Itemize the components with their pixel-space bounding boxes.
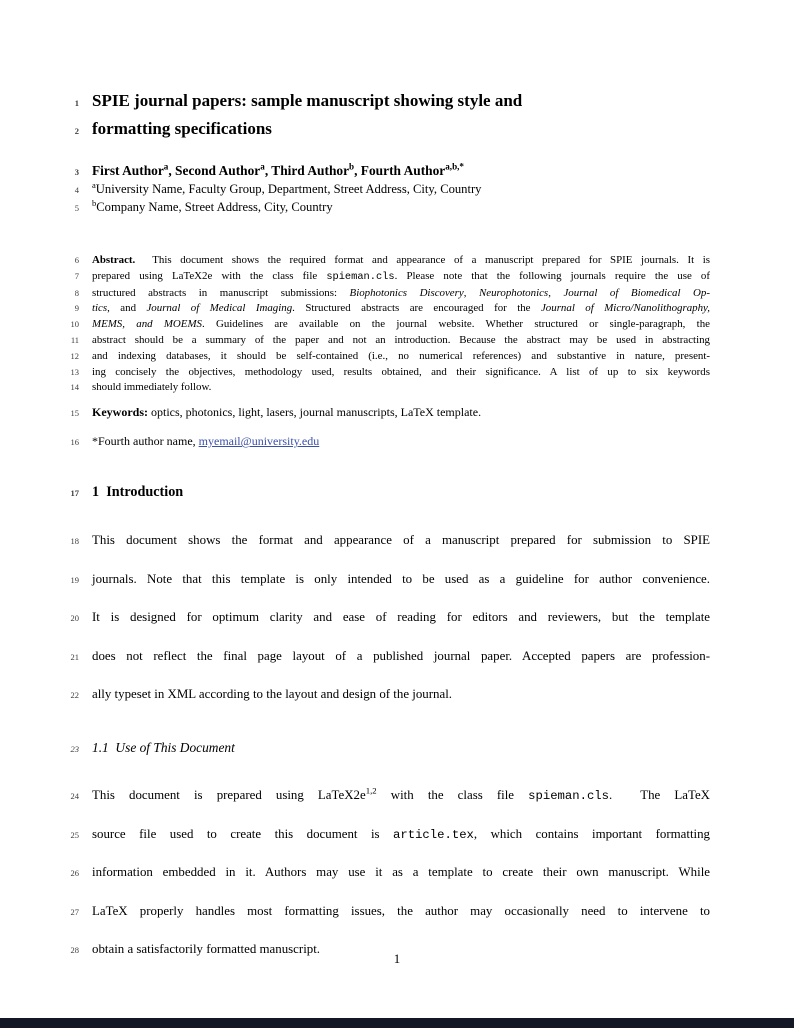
line-number: 3: [74, 167, 79, 177]
body-line: [0, 530, 710, 551]
body-line: [0, 607, 710, 628]
line-text: [92, 901, 710, 921]
keywords-line: [0, 404, 710, 421]
line-number: 16: [70, 437, 79, 448]
text-run: b: [92, 197, 97, 208]
text-run: ally typeset in XML according to the layout and design of the journal.: [92, 687, 453, 702]
text-run: 1,2: [365, 785, 377, 796]
line-text: [92, 684, 710, 704]
text-run: , and: [107, 302, 147, 315]
line-number: 23: [70, 744, 79, 755]
line-number: 21: [70, 651, 79, 662]
line-number: 13: [70, 366, 79, 377]
line-number: 19: [70, 574, 79, 585]
abstract-line: [0, 286, 710, 302]
line-text: [92, 404, 710, 420]
text-run: . Please note that the following journals require the use of: [394, 269, 710, 282]
text-run: Biophotonics Discovery: [349, 286, 464, 299]
line-number: 14: [70, 382, 79, 393]
text-run: It is designed for optimum clarity and ease of reading for editors and reviewers, but the template: [92, 610, 710, 625]
line-number: 27: [70, 906, 79, 917]
abstract-line: [0, 380, 710, 396]
text-run: information embedded in it. Authors may use it as a template to create their own manuscript. While: [92, 865, 710, 880]
abstract-line: [0, 349, 710, 365]
line-number: 28: [70, 945, 79, 956]
text-run: optics, photonics, light, lasers, journal manuscripts, LaTeX template.: [148, 405, 482, 420]
text-run: This document shows the format and appearance of a manuscript prepared for submission to SPIE: [92, 533, 710, 548]
text-run: MEMS, and MOEMS: [92, 318, 202, 331]
line-text: [92, 433, 710, 449]
text-run: source file used to create this document is: [92, 826, 394, 841]
line-text: [92, 607, 710, 627]
body-line: [0, 824, 710, 845]
text-run: This document shows the required format and appearance of a manuscript prepared for SPIE journals. It is: [135, 254, 710, 266]
line-number: 11: [70, 334, 79, 345]
title-line: [0, 116, 710, 144]
line-text: [92, 181, 710, 198]
text-run: structured abstracts in manuscript submissions:: [92, 286, 350, 299]
line-text: [92, 785, 710, 806]
page-number: 1: [393, 952, 401, 966]
body-line: [0, 901, 710, 922]
text-run: LaTeX properly handles most formatting issues, the author may occasionally need to intervene to: [92, 903, 710, 918]
line-text: [92, 824, 710, 845]
text-run: *Fourth author name,: [92, 434, 199, 449]
line-number: 2: [74, 126, 79, 136]
text-run: This document is prepared using LaTeX2e: [92, 788, 366, 803]
text-run: Journal of Biomedical Op-: [563, 286, 710, 299]
abstract-line: [0, 317, 710, 333]
text-run: ,: [463, 286, 479, 299]
body-line: [0, 684, 710, 705]
email-link[interactable]: myemail@university.edu: [198, 434, 320, 449]
line-text: [92, 317, 710, 333]
text-run: and indexing databases, it should be self-contained (i.e., no numerical references) and substantive in nature, present-: [92, 349, 710, 362]
text-run: SPIE journal papers: sample manuscript showing style and: [92, 91, 523, 110]
text-run: abstract should be a summary of the paper and not an introduction. Because the abstract may be used in abstracting: [92, 333, 710, 346]
line-text: [92, 333, 710, 349]
text-run: a: [92, 179, 96, 190]
text-run: spieman.cls: [528, 789, 610, 804]
line-number: 26: [70, 868, 79, 879]
line-text: [92, 365, 710, 381]
text-run: . The LaTeX: [609, 788, 710, 803]
line-text: [92, 862, 710, 882]
title-line: [0, 88, 710, 116]
text-run: ,: [548, 286, 564, 299]
text-run: , Second Author: [168, 163, 261, 178]
line-text: [92, 88, 710, 113]
line-text: [92, 569, 710, 589]
line-number: 10: [70, 319, 79, 330]
line-text: [92, 162, 710, 179]
text-run: prepared using LaTeX2e with the class file: [92, 269, 327, 282]
text-run: obtain a satisfactorily formatted manuscript.: [92, 942, 321, 957]
line-number: 12: [70, 350, 79, 361]
text-run: 1.1 Use of This Document: [92, 740, 235, 756]
text-run: Journal of Medical Imaging: [146, 302, 293, 315]
line-number: 24: [70, 791, 79, 802]
line-number: 5: [74, 203, 79, 213]
line-text: [92, 253, 710, 269]
text-run: Keywords:: [92, 405, 148, 420]
abstract-line: [0, 253, 710, 269]
line-number: 17: [70, 488, 79, 499]
body-line: [0, 862, 710, 883]
abstract-line: [0, 365, 710, 381]
text-run: , Fourth Author: [354, 163, 446, 178]
line-number: 18: [70, 536, 79, 547]
text-run: tics: [92, 302, 108, 315]
line-text: [92, 483, 710, 502]
text-run: . Structured abstracts are encouraged for the: [292, 302, 541, 315]
body-line: [0, 569, 710, 590]
line-text: [92, 269, 710, 286]
text-run: spieman.cls: [326, 270, 395, 283]
text-run: Neurophotonics: [479, 286, 549, 299]
text-run: 1 Introduction: [92, 484, 184, 501]
line-number: 9: [74, 303, 79, 314]
line-text: [92, 116, 710, 141]
body-line: [0, 646, 710, 667]
line-text: [92, 646, 710, 666]
line-text: [92, 738, 710, 757]
line-text: [92, 530, 710, 550]
abstract-line: [0, 333, 710, 349]
line-number: 4: [74, 185, 79, 195]
line-number: 15: [70, 408, 79, 419]
text-run: b: [349, 161, 355, 172]
bottom-bar: [0, 1018, 794, 1028]
text-run: does not reflect the final page layout of a published journal paper. Accepted papers are profession-: [92, 648, 710, 663]
text-run: formatting specifications: [92, 119, 272, 138]
author-line: [0, 162, 710, 181]
text-run: First Author: [92, 163, 164, 178]
line-text: [92, 199, 710, 216]
line-text: [92, 286, 710, 302]
section-line: [0, 483, 710, 503]
affil-line: [0, 181, 710, 199]
text-run: should immediately follow.: [92, 381, 212, 394]
text-run: article.tex: [393, 827, 474, 842]
affil-line: [0, 199, 710, 217]
line-number: 7: [74, 270, 79, 281]
abstract-line: [0, 269, 710, 286]
text-run: Company Name, Street Address, City, Country: [96, 200, 333, 214]
text-run: journals. Note that this template is only intended to be used as a guideline for author convenience.: [92, 571, 710, 586]
line-number: 25: [70, 829, 79, 840]
text-run: . Guidelines are available on the journal website. Whether structured or single-paragraph, the: [201, 318, 710, 331]
text-run: a: [163, 161, 169, 172]
line-text: [92, 349, 710, 365]
text-run: , Third Author: [264, 163, 350, 178]
abstract-line: [0, 301, 710, 317]
text-run: a,b,*: [445, 161, 464, 172]
line-number: 20: [70, 613, 79, 624]
text-run: Journal of Micro/Nanolithography,: [540, 302, 710, 315]
text-run: University Name, Faculty Group, Department, Street Address, City, Country: [95, 182, 482, 196]
line-text: [92, 380, 710, 396]
text-run: ing concisely the objectives, methodology used, results obtained, and their significance. A list of up to six keywords: [92, 365, 710, 378]
line-number: 22: [70, 690, 79, 701]
line-number: 6: [74, 255, 79, 265]
subsection-line: [0, 738, 710, 759]
text-run: Abstract.: [92, 254, 136, 266]
text-run: a: [260, 161, 265, 172]
text-run: , which contains important formatting: [473, 826, 710, 841]
line-text: [92, 301, 710, 317]
text-run: with the class file: [376, 788, 529, 803]
line-number: 8: [74, 287, 79, 298]
email-line: [0, 433, 710, 450]
line-number: 1: [74, 98, 79, 108]
body-line: [0, 785, 710, 806]
